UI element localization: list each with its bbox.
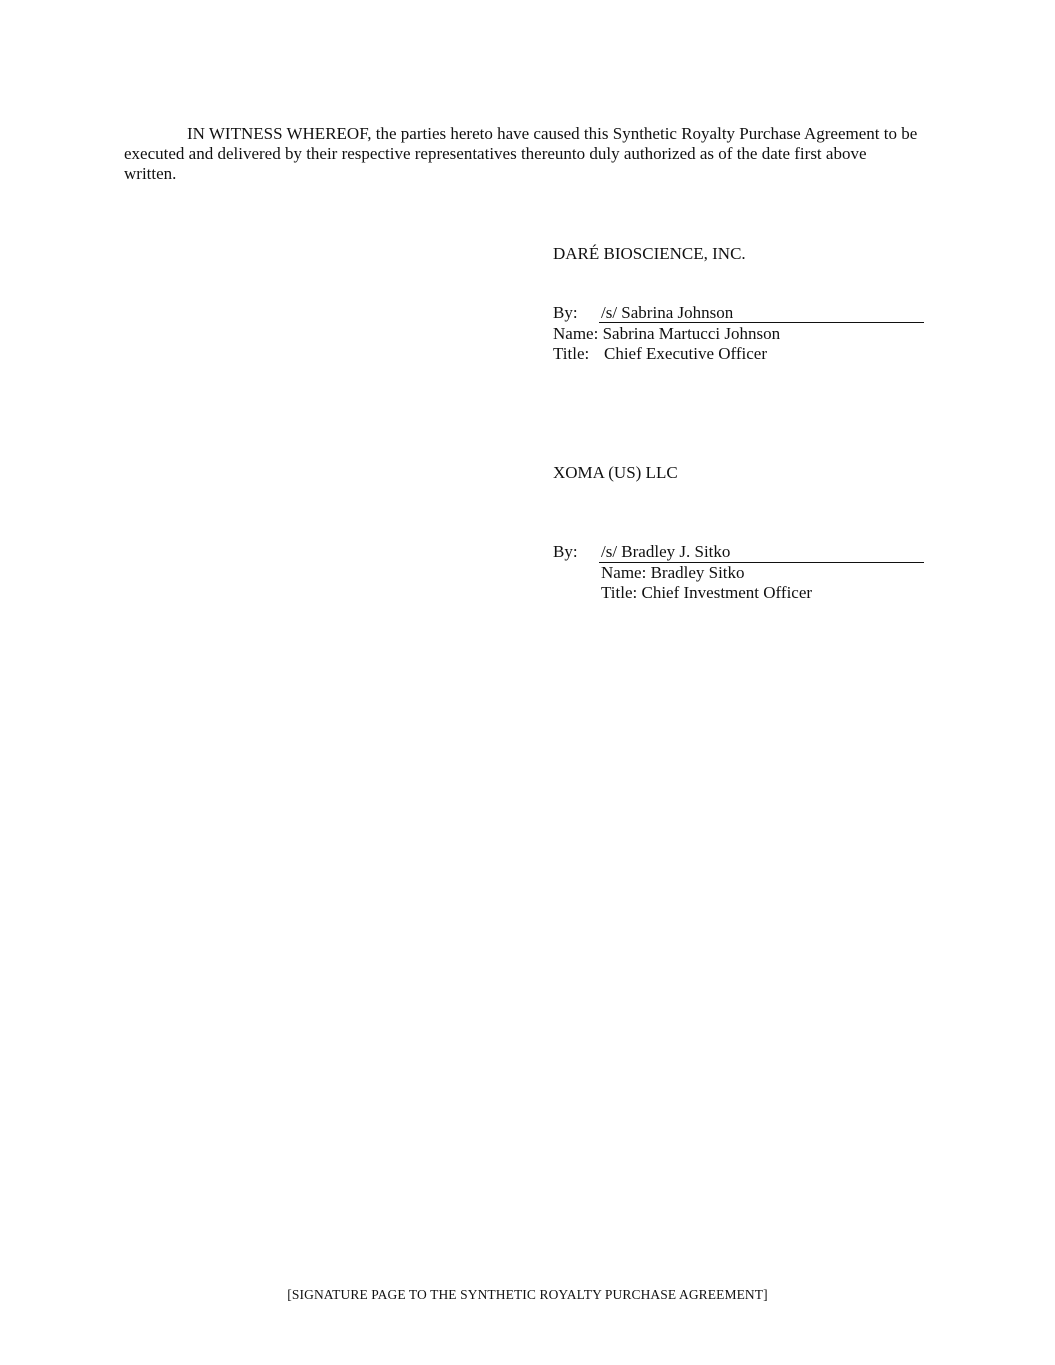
witness-line-3: written. <box>124 164 177 183</box>
witness-line-1: IN WITNESS WHEREOF, the parties hereto have caused this Synthetic Royalty Purchase Agreement to be <box>187 124 918 143</box>
party2-title: Title: Chief Investment Officer <box>601 583 813 602</box>
party1-signature-line <box>599 322 924 323</box>
party1-title: Chief Executive Officer <box>604 344 768 363</box>
party1-company-name: DARÉ BIOSCIENCE, INC. <box>553 244 746 263</box>
witness-paragraph <box>124 124 936 184</box>
party2-company-name: XOMA (US) LLC <box>553 463 678 482</box>
party1-by-label: By: <box>553 303 578 322</box>
party2-name: Name: Bradley Sitko <box>601 563 745 582</box>
page-footer: [SIGNATURE PAGE TO THE SYNTHETIC ROYALTY PURCHASE AGREEMENT] <box>287 1287 768 1302</box>
witness-line-2: executed and delivered by their respective representatives thereunto duly authorized as of the date first above <box>124 144 867 163</box>
party2-by-label: By: <box>553 542 578 561</box>
party1-signature: /s/ Sabrina Johnson <box>601 303 734 322</box>
party2-signature: /s/ Bradley J. Sitko <box>601 542 731 561</box>
party1-title-label: Title: <box>553 344 590 363</box>
party1-name: Name: Sabrina Martucci Johnson <box>553 324 781 343</box>
